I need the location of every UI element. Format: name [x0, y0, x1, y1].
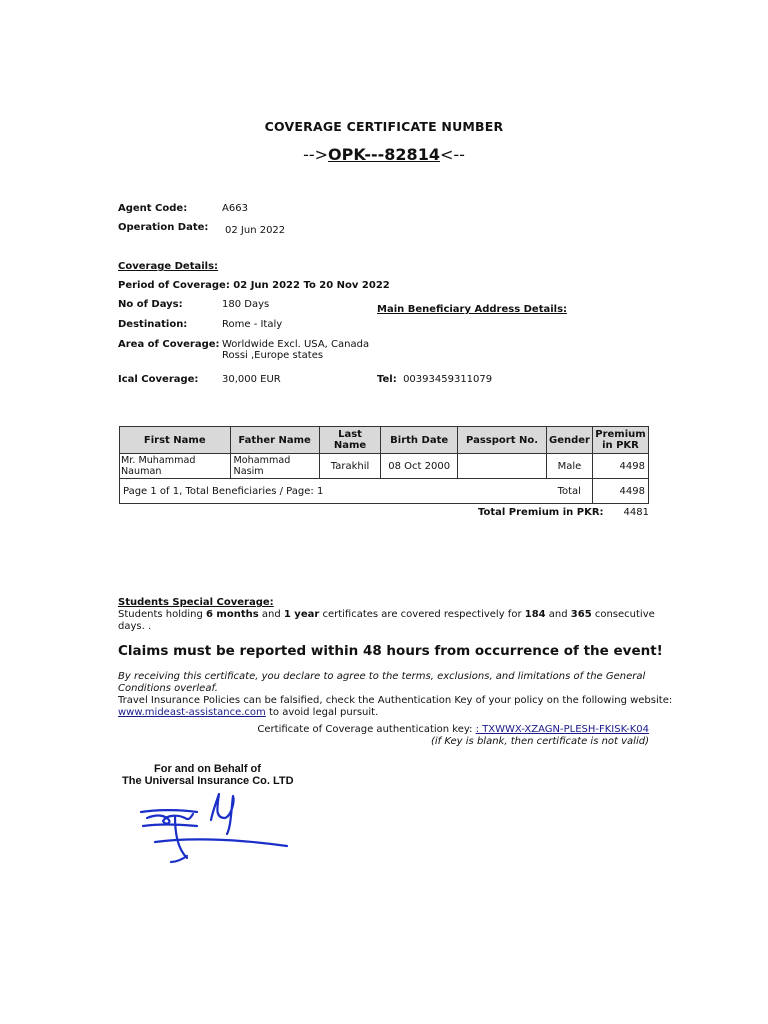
- column-header-last-name: Last Name: [319, 427, 381, 454]
- students-bold-6-months: 6 months: [205, 609, 259, 620]
- column-header-passport: Passport No.: [458, 427, 547, 454]
- cell-father-name: Mohammad Nasim: [230, 454, 319, 479]
- cell-first-name: Mr. Muhammad Nauman: [120, 454, 231, 479]
- column-header-gender: Gender: [547, 427, 593, 454]
- signature-line2: The Universal Insurance Co. LTD: [122, 775, 294, 787]
- coverage-details-heading: Coverage Details:: [118, 261, 219, 272]
- ical-value: 30,000 EUR: [222, 374, 281, 385]
- cell-gender: Male: [547, 454, 593, 479]
- days-label: No of Days:: [118, 299, 183, 310]
- students-text-3: certificates are covered respectively for: [319, 609, 525, 620]
- cell-birth-date: 08 Oct 2000: [381, 454, 458, 479]
- column-header-father-name: Father Name: [230, 427, 319, 454]
- total-premium-label: Total Premium in PKR:: [478, 507, 604, 518]
- tel-value: 00393459311079: [403, 374, 493, 385]
- column-header-first-name: First Name: [120, 427, 231, 454]
- destination-value: Rome - Italy: [222, 319, 283, 330]
- area-value-line1: Worldwide Excl. USA, Canada: [222, 339, 370, 350]
- table-footer-total-label: Total: [547, 479, 593, 504]
- area-value-line2: Rossi ,Europe states: [222, 350, 324, 361]
- disclaimer-line4-suffix: to avoid legal pursuit.: [265, 707, 379, 718]
- agent-code-label: Agent Code:: [118, 203, 188, 214]
- students-bold-184: 184: [524, 609, 546, 620]
- students-text-2: and: [258, 609, 284, 620]
- column-header-birth-date: Birth Date: [381, 427, 458, 454]
- claims-notice: Claims must be reported within 48 hours from occurrence of the event!: [118, 643, 663, 659]
- disclaimer-italic-line2: Conditions overleaf.: [118, 683, 218, 694]
- table-header-row: [120, 427, 649, 454]
- days-value: 180 Days: [222, 299, 270, 310]
- area-label: Area of Coverage:: [118, 339, 220, 350]
- signature-image: [135, 790, 300, 870]
- certificate-number: OPK---82814: [328, 145, 440, 164]
- auth-key-note: (if Key is blank, then certificate is not valid): [430, 736, 649, 747]
- students-bold-365: 365: [570, 609, 592, 620]
- cert-prefix: -->: [303, 145, 329, 164]
- table-footer-text: Page 1 of 1, Total Beneficiaries / Page: 1: [120, 479, 547, 504]
- disclaimer-line3: Travel Insurance Policies can be falsified, check the Authentication Key of your policy on the following website:: [118, 695, 673, 706]
- students-coverage-text-line2: days. .: [118, 621, 152, 632]
- table-footer-total: 4498: [592, 479, 648, 504]
- tel-line: [377, 374, 492, 385]
- students-text-4: and: [545, 609, 571, 620]
- tel-label: Tel:: [377, 374, 397, 385]
- beneficiary-address-heading: Main Beneficiary Address Details:: [377, 304, 568, 315]
- ical-label: Ical Coverage:: [118, 374, 199, 385]
- operation-date-value: 02 Jun 2022: [225, 225, 286, 236]
- certificate-title: COVERAGE CERTIFICATE NUMBER: [264, 119, 504, 134]
- operation-date-label: Operation Date:: [118, 222, 209, 233]
- auth-key-label: Certificate of Coverage authentication key:: [257, 724, 476, 735]
- column-header-premium: [592, 427, 648, 454]
- disclaimer-line4: [118, 707, 378, 718]
- cert-suffix: <--: [439, 145, 465, 164]
- premium-header-line1: Premium: [595, 429, 646, 440]
- cell-passport: [458, 454, 547, 479]
- signature-line1: For and on Behalf of: [154, 763, 261, 775]
- students-text-5: consecutive: [591, 609, 655, 620]
- table-footer-row: [120, 479, 649, 504]
- authentication-key-line: [200, 724, 649, 735]
- cell-premium: 4498: [592, 454, 648, 479]
- website-link[interactable]: www.mideast-assistance.com: [118, 707, 266, 718]
- beneficiary-table: [119, 426, 649, 504]
- disclaimer-italic-line1: By receiving this certificate, you declare to agree to the terms, exclusions, and limitations of the General: [118, 671, 646, 682]
- students-coverage-heading: Students Special Coverage:: [118, 597, 274, 608]
- premium-header-line2: in PKR: [602, 440, 639, 451]
- agent-code-value: A663: [222, 203, 248, 214]
- destination-label: Destination:: [118, 319, 188, 330]
- students-bold-1-year: 1 year: [283, 609, 320, 620]
- coverage-period: Period of Coverage: 02 Jun 2022 To 20 Nov 2022: [118, 280, 390, 291]
- table-row: [120, 454, 649, 479]
- students-coverage-text: [118, 609, 655, 620]
- students-text-1: Students holding: [118, 609, 206, 620]
- total-premium-value: 4481: [623, 507, 649, 518]
- auth-key-value: : TXWWX-XZAGN-PLESH-FKISK-K04: [475, 724, 649, 735]
- certificate-number-line: [0, 145, 768, 164]
- cell-last-name: Tarakhil: [319, 454, 381, 479]
